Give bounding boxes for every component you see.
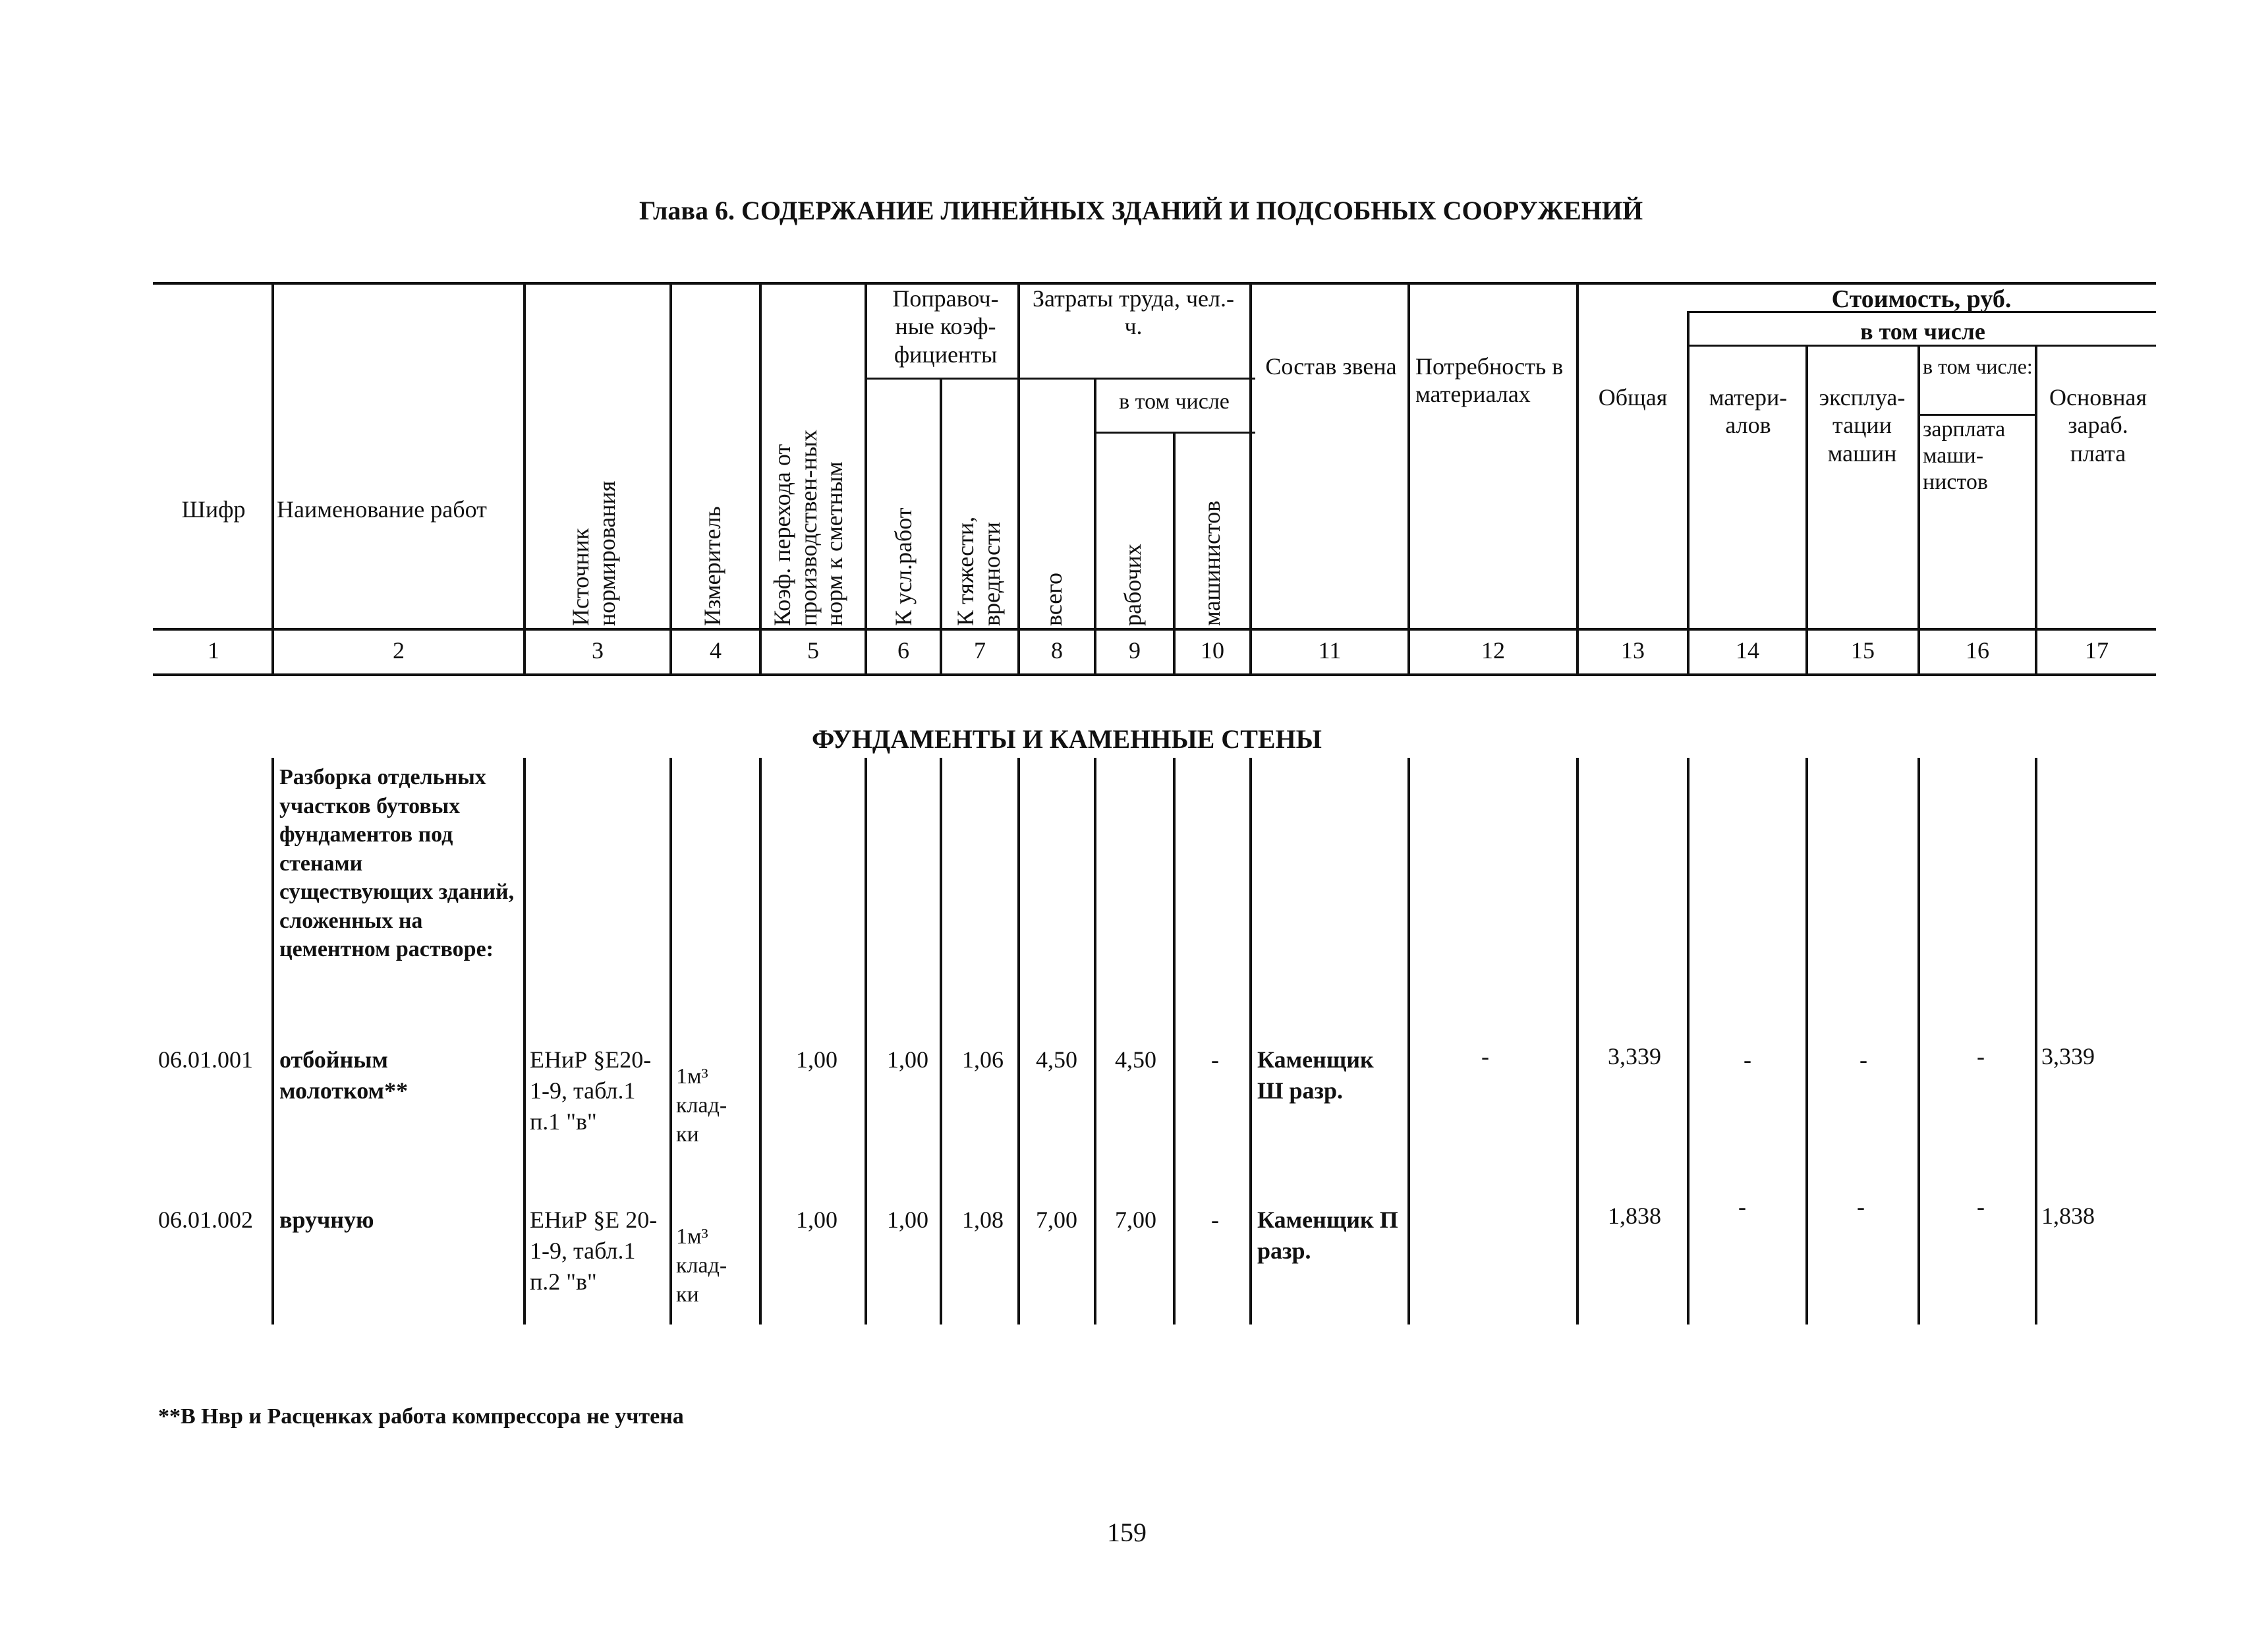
header-ekspl-text: эксплуа-тации машин bbox=[1819, 384, 1906, 467]
header-coef-text: Коэф. перехода от производствен-ных норм к сметным bbox=[769, 430, 848, 626]
header-sostav-text: Состав звена bbox=[1265, 353, 1397, 380]
intro-text: Разборка отдельных участков бутовых фундаментов под стенами существующих зданий, сложенных на цементном растворе: bbox=[279, 765, 515, 962]
col-num: 7 bbox=[974, 637, 986, 664]
header-potrebnost-text: Потребность в материалах bbox=[1415, 353, 1564, 408]
rule bbox=[865, 282, 867, 676]
col-num: 11 bbox=[1318, 637, 1342, 664]
row-code: 06.01.001 bbox=[158, 1046, 253, 1073]
rule bbox=[759, 758, 762, 1324]
section-title: ФУНДАМЕНТЫ И КАМЕННЫЕ СТЕНЫ bbox=[812, 724, 1322, 754]
header-zatraty: Затраты труда, чел.-ч. bbox=[1033, 285, 1234, 340]
header-k-usl: К усл.работ bbox=[890, 507, 917, 626]
rule bbox=[940, 379, 942, 676]
row-mat: - bbox=[1744, 1046, 1751, 1073]
rule bbox=[1687, 312, 1689, 676]
row-k1: 1,00 bbox=[887, 1207, 928, 1233]
rule bbox=[271, 758, 274, 1324]
rule bbox=[866, 378, 1255, 380]
rule bbox=[940, 758, 942, 1324]
row-mat: - bbox=[1738, 1193, 1746, 1220]
col-num: 1 bbox=[208, 637, 219, 664]
rule bbox=[1805, 758, 1808, 1324]
header-rabochih: рабочих bbox=[1120, 544, 1146, 626]
footnote: **В Нвр и Расценках работа компрессора не учтена bbox=[158, 1404, 684, 1429]
col-num: 5 bbox=[807, 637, 819, 664]
rule bbox=[1249, 282, 1252, 676]
page-title: Глава 6. СОДЕРЖАНИЕ ЛИНЕЙНЫХ ЗДАНИЙ И ПОДСОБНЫХ СООРУЖЕНИЙ bbox=[639, 196, 1643, 225]
col-num: 8 bbox=[1051, 637, 1063, 664]
col-num: 16 bbox=[1966, 637, 1989, 664]
header-shifr: Шифр bbox=[181, 496, 246, 523]
col-num: 10 bbox=[1201, 637, 1224, 664]
rule bbox=[1407, 282, 1410, 676]
rule bbox=[1094, 379, 1096, 676]
col-num: 15 bbox=[1851, 637, 1875, 664]
header-potrebnost bbox=[1415, 353, 1574, 409]
header-mashinistov: машинистов bbox=[1199, 500, 1225, 626]
row-obsh: 3,339 bbox=[1608, 1043, 1661, 1069]
header-unit: Измеритель bbox=[699, 506, 725, 626]
header-stoimost: Стоимость, руб. bbox=[1831, 285, 2012, 313]
page-number: 159 bbox=[1107, 1518, 1147, 1547]
header-osnovnaya-text: Основная зараб. плата bbox=[2049, 384, 2147, 467]
header-obshaya: Общая bbox=[1598, 384, 1668, 411]
row-ekspl: - bbox=[1857, 1193, 1865, 1220]
header-k-tyazh bbox=[953, 481, 1005, 626]
row-source: ЕНиР §Е 20-1-9, табл.1 п.2 "в" bbox=[530, 1207, 658, 1295]
rule bbox=[669, 758, 672, 1324]
row-rab: 7,00 bbox=[1115, 1207, 1156, 1233]
row-sostav: Каменщик П разр. bbox=[1257, 1207, 1398, 1264]
rule bbox=[1094, 758, 1096, 1324]
rule bbox=[1687, 758, 1689, 1324]
row-coef: 1,00 bbox=[796, 1207, 838, 1233]
col-num: 13 bbox=[1621, 637, 1645, 664]
header-sostav bbox=[1259, 353, 1404, 380]
row-zarp: - bbox=[1977, 1043, 1985, 1069]
row-k1: 1,00 bbox=[887, 1046, 928, 1073]
header-popr: Поправоч-ные коэф-фициенты bbox=[892, 285, 999, 368]
col-num: 9 bbox=[1129, 637, 1141, 664]
rule bbox=[1917, 758, 1920, 1324]
row-coef: 1,00 bbox=[796, 1046, 838, 1073]
header-ekspl bbox=[1809, 384, 1915, 467]
rule bbox=[1017, 758, 1020, 1324]
row-sostav: Каменщик Ш разр. bbox=[1257, 1046, 1374, 1104]
col-num: 4 bbox=[710, 637, 722, 664]
rule bbox=[523, 282, 526, 676]
rule bbox=[1017, 282, 1020, 676]
header-materialov-text: матери-алов bbox=[1709, 384, 1788, 439]
col-num: 2 bbox=[393, 637, 405, 664]
row-rab: 4,50 bbox=[1115, 1046, 1156, 1073]
row-source: ЕНиР §Е20-1-9, табл.1 п.1 "в" bbox=[530, 1046, 652, 1135]
rule bbox=[1576, 282, 1579, 676]
header-k-tyazh-text: К тяжести, вредности bbox=[952, 516, 1005, 626]
rule bbox=[1805, 346, 1808, 676]
rule bbox=[669, 282, 672, 676]
col-num: 3 bbox=[592, 637, 604, 664]
header-name: Наименование работ bbox=[277, 496, 487, 523]
row-mash: - bbox=[1211, 1046, 1219, 1073]
col-num: 17 bbox=[2085, 637, 2109, 664]
col-num: 12 bbox=[1481, 637, 1505, 664]
rule bbox=[153, 628, 2156, 631]
rule bbox=[2035, 758, 2037, 1324]
row-ekspl: - bbox=[1860, 1046, 1867, 1073]
row-code: 06.01.002 bbox=[158, 1207, 253, 1233]
header-vsego: всего bbox=[1040, 572, 1067, 626]
row-vsego: 7,00 bbox=[1036, 1207, 1077, 1233]
row-name: вручную bbox=[279, 1207, 374, 1233]
header-coef bbox=[770, 376, 848, 626]
header-osnovnaya bbox=[2040, 384, 2156, 467]
rule bbox=[153, 673, 2156, 676]
header-v-tom-chisle: в том числе bbox=[1860, 318, 1985, 345]
col-num: 6 bbox=[897, 637, 909, 664]
header-zarplata-text: зарплата маши-нистов bbox=[1923, 417, 2006, 495]
rule bbox=[1919, 414, 2036, 416]
row-name: отбойным молотком** bbox=[279, 1046, 409, 1104]
row-k2: 1,08 bbox=[962, 1207, 1004, 1233]
row-vsego: 4,50 bbox=[1036, 1046, 1077, 1073]
row-potr: - bbox=[1481, 1043, 1489, 1069]
row-zarp: - bbox=[1977, 1193, 1985, 1220]
rule bbox=[1917, 346, 1920, 676]
header-zarplata bbox=[1923, 416, 2033, 496]
row-unit: 1м³ клад-ки bbox=[676, 1064, 727, 1147]
row-osn: 1,838 bbox=[2041, 1203, 2095, 1229]
header-materialov bbox=[1693, 384, 1803, 440]
row-osn: 3,339 bbox=[2041, 1043, 2095, 1069]
row-obsh: 1,838 bbox=[1608, 1203, 1661, 1229]
row-k2: 1,06 bbox=[962, 1046, 1004, 1073]
header-source bbox=[568, 441, 620, 626]
rule bbox=[1576, 758, 1579, 1324]
row-mash: - bbox=[1211, 1207, 1219, 1233]
header-source-text: Источник нормирования bbox=[567, 480, 620, 626]
header-v-tom2: в том числе: bbox=[1923, 355, 2033, 378]
rule bbox=[2035, 346, 2037, 676]
rule bbox=[1173, 758, 1176, 1324]
rule bbox=[523, 758, 526, 1324]
header-v-tom: в том числе bbox=[1119, 389, 1230, 414]
rule bbox=[271, 282, 274, 676]
rule bbox=[1249, 758, 1252, 1324]
rule bbox=[865, 758, 867, 1324]
row-unit: 1м³ клад-ки bbox=[676, 1224, 727, 1307]
col-num: 14 bbox=[1736, 637, 1759, 664]
rule bbox=[759, 282, 762, 676]
